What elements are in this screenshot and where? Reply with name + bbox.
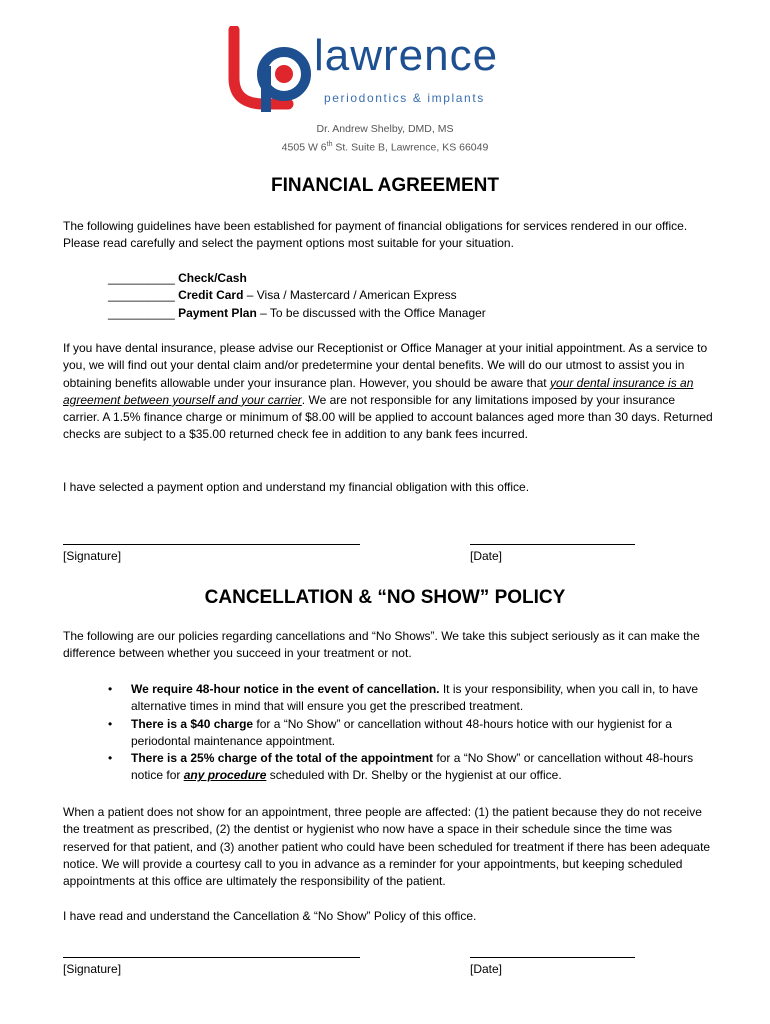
list-item bbox=[108, 681, 713, 716]
insurance-paragraph bbox=[63, 340, 713, 444]
logo-lp-mark-icon bbox=[226, 26, 326, 114]
option-detail: – Visa / Mastercard / American Express bbox=[243, 288, 457, 302]
cancellation-date-line[interactable] bbox=[470, 957, 635, 958]
cancellation-signature-label: [Signature] bbox=[63, 962, 122, 976]
financial-date-label: [Date] bbox=[470, 549, 503, 563]
practice-logo bbox=[226, 26, 546, 114]
bullet-bold: There is a 25% charge of the total of the appointment bbox=[131, 751, 434, 766]
financial-date-line[interactable] bbox=[470, 544, 635, 545]
bullet-bold: There is a $40 charge bbox=[131, 716, 254, 731]
option-label: Payment Plan bbox=[178, 306, 257, 320]
option-blank: __________ bbox=[108, 271, 179, 285]
address-rest: St. Suite B, Lawrence, KS 66049 bbox=[332, 141, 489, 154]
bullet-text: It is your responsibility, when you call in, to have alternative times in mind that will ensure you get the prescribed treatment. bbox=[131, 682, 699, 714]
cancellation-signature-line[interactable] bbox=[63, 957, 360, 958]
doctor-name: Dr. Andrew Shelby, DMD, MS bbox=[316, 123, 454, 135]
bullet-emphasis: any procedure bbox=[183, 768, 267, 783]
bullet-text: scheduled with Dr. Shelby or the hygienist at our office. bbox=[266, 768, 562, 783]
financial-acknowledgement: I have selected a payment option and understand my financial obligation with this office. bbox=[63, 480, 530, 494]
option-label: Credit Card bbox=[178, 288, 244, 302]
option-blank: __________ bbox=[108, 288, 179, 302]
practice-address bbox=[0, 137, 770, 156]
option-detail: – To be discussed with the Office Manager bbox=[256, 306, 486, 320]
policy-bullet-list bbox=[108, 681, 713, 785]
cancellation-acknowledgement: I have read and understand the Cancellation & “No Show” Policy of this office. bbox=[63, 909, 477, 923]
cancellation-title: CANCELLATION & “NO SHOW” POLICY bbox=[204, 587, 566, 608]
insurance-text-b: . We are not responsible for any limitations imposed by your insurance carrier. A 1.5% finance charge or minimum of $8.00 will be applied to account balances aged more than 30 days. Returned checks are subject to a $35.00 returned check fee in addition to any bank fees incurred. bbox=[63, 392, 713, 442]
bullet-icon: • bbox=[108, 716, 113, 731]
option-blank: __________ bbox=[108, 306, 179, 320]
logo-wordmark: lawrence bbox=[314, 31, 499, 80]
financial-intro: The following guidelines have been established for payment of financial obligations for services rendered in our office. Please read carefully and select the payment options most suitable for your situation. bbox=[63, 219, 688, 251]
address-street-number: 4505 W 6 bbox=[281, 141, 327, 154]
financial-signature-line[interactable] bbox=[63, 544, 360, 545]
bullet-text: for a “No Show” or cancellation without 48-hours hotice with our hygienist for a periodontal maintenance appointment. bbox=[131, 716, 672, 748]
option-label: Check/Cash bbox=[178, 271, 247, 285]
cancellation-intro: The following are our policies regarding cancellations and “No Shows”. We take this subject seriously as it can make the difference between whether you succeed in your treatment or not. bbox=[63, 629, 700, 661]
option-check-cash[interactable] bbox=[108, 270, 247, 287]
option-payment-plan[interactable] bbox=[108, 305, 486, 322]
bullet-bold: We require 48-hour notice in the event of cancellation. bbox=[131, 682, 440, 696]
financial-signature-label: [Signature] bbox=[63, 549, 122, 563]
address-ordinal: th bbox=[326, 141, 333, 148]
financial-title: FINANCIAL AGREEMENT bbox=[271, 175, 499, 196]
bullet-text: for a “No Show” or cancellation without 48-hours notice for bbox=[131, 751, 694, 783]
option-credit-card[interactable] bbox=[108, 287, 457, 304]
list-item bbox=[108, 750, 713, 785]
no-show-explanation: When a patient does not show for an appointment, three people are affected: (1) the patient because they do not receive the treatment as prescribed, (2) the dentist or hygienist who now have a space in their schedule since the time was reserved for that patient, and (3) another patient who could have been scheduled for treatment if there has been adequate notice. We will provide a courtesy call to you in advance as a reminder for your appointments, but keeping scheduled appointments at this office are ultimately the responsibility of the patient. bbox=[63, 805, 711, 889]
insurance-emphasis: your dental insurance is an agreement between yourself and your carrier bbox=[63, 375, 694, 407]
bullet-icon: • bbox=[108, 682, 113, 696]
list-item bbox=[108, 716, 713, 751]
cancellation-date-label: [Date] bbox=[470, 962, 503, 976]
logo-subtitle: periodontics & implants bbox=[324, 91, 485, 105]
insurance-text-a: If you have dental insurance, please advise our Receptionist or Office Manager at your initial appointment. As a service to you, we will find out your dental claim and/or predetermine your dental benefits. We will do our utmost to assist you in obtaining benefits allowable under your insurance plan. However, you should be aware that bbox=[63, 341, 708, 390]
bullet-icon: • bbox=[108, 751, 113, 766]
